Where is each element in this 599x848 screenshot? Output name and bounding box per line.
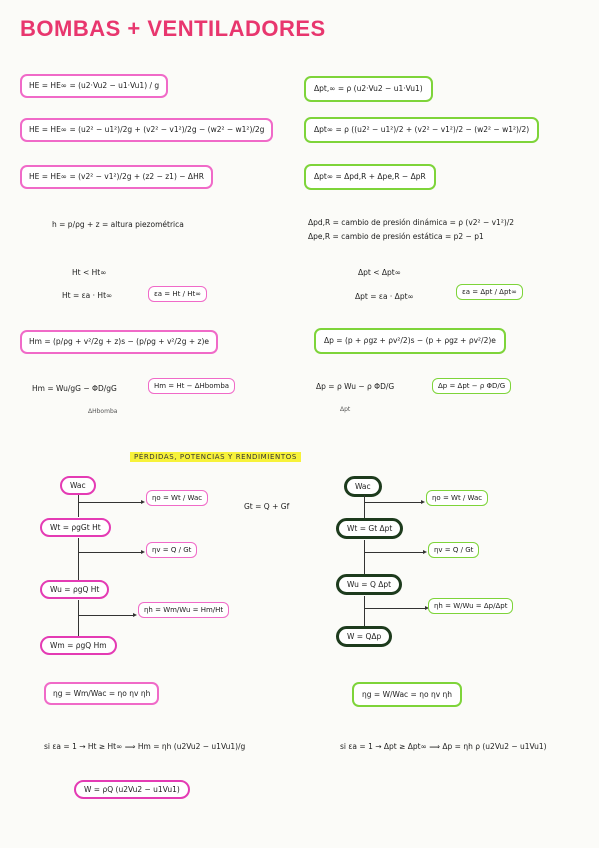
right-eq-components: Δpt∞ = ρ ((u2² − u1²)/2 + (v2² − v1²)/2 − (w2² − w1²)/2): [314, 125, 530, 134]
left-r2: ηv = Q / Gt: [152, 546, 192, 554]
left-eq-hm-box: [20, 330, 218, 354]
left-node-wt: [40, 518, 111, 537]
left-power: W = ρQ (u2Vu2 − u1Vu1): [84, 785, 180, 794]
right-eq-static: Δpe,R = cambio de presión estática = p2 − p1: [308, 232, 484, 241]
left-node-wm-label: Wm = ρgQ Hm: [50, 641, 107, 650]
left-node-wu: [40, 580, 109, 599]
left-hm: Hm = Ht − ΔHbomba: [154, 382, 230, 390]
right-ea: εa = Δpt / Δpt∞: [462, 288, 517, 296]
left-eq-euler: HE = HE∞ = (u2·Vu2 − u1·Vu1) / g: [29, 81, 160, 90]
right-r2: ηv = Q / Gt: [434, 546, 474, 554]
left-node-wm: [40, 636, 117, 655]
right-node-wac: [344, 476, 382, 497]
left-r3-box: [138, 602, 229, 618]
right-eq-pressure-box: [304, 164, 436, 190]
left-total: ηg = Wm/Wac = ηo ηv ηh: [53, 689, 151, 698]
right-node-wu: [336, 574, 402, 595]
left-eq-energy: HE = HE∞ = (v2² − v1²)/2g + (z2 − z1) − ΔHR: [29, 172, 204, 181]
right-node-w-label: W = QΔp: [347, 632, 382, 641]
left-eq-hm: Hm = (p/ρg + v²/2g + z)s − (p/ρg + v²/2g + z)e: [29, 337, 209, 346]
right-eq-pt-ea: Δpt = εa · Δpt∞: [355, 292, 414, 301]
left-node-wu-label: Wu = ρgQ Ht: [50, 585, 100, 594]
left-power-box: [74, 780, 190, 799]
left-r2-box: [146, 542, 197, 558]
right-node-w: [336, 626, 392, 647]
right-total: ηg = W/Wac = ηo ηv ηh: [362, 690, 453, 699]
right-r1: ηo = Wt / Wac: [432, 494, 483, 502]
left-node-wac: [60, 476, 96, 495]
left-total-box: [44, 682, 159, 705]
right-r2-box: [428, 542, 479, 558]
left-note: si εa = 1 → Ht ≥ Ht∞ ⟹ Hm = ηh (u2Vu2 − u1Vu1)/g: [44, 742, 246, 751]
left-gt: Gt = Q + Gf: [244, 502, 290, 511]
left-r1: ηo = Wt / Wac: [152, 494, 203, 502]
left-r3: ηh = Wm/Wu = Hm/Ht: [144, 606, 224, 614]
left-node-wt-label: Wt = ρgGt Ht: [50, 523, 101, 532]
left-eq-components: HE = HE∞ = (u2² − u1²)/2g + (v2² − v1²)/2g − (w2² − w1²)/2g: [29, 125, 265, 134]
right-r3: ηh = W/Wu = Δp/Δpt: [434, 602, 508, 610]
right-eq-dp-loss: Δp = ρ Wu − ρ ΦD/G: [316, 382, 395, 391]
right-node-wac-label: Wac: [355, 482, 371, 491]
left-eq-ht-ea: Ht = εa · Ht∞: [62, 291, 113, 300]
left-eq-ht-less: Ht < Ht∞: [72, 268, 107, 277]
left-node-wac-label: Wac: [70, 481, 86, 490]
right-eq-components-box: [304, 117, 539, 143]
right-node-wu-label: Wu = Q Δpt: [347, 580, 392, 589]
left-eq-hm-loss: Hm = Wu/gG − ΦD/gG: [32, 384, 117, 393]
left-eq-components-box: [20, 118, 273, 142]
right-r1-box: [426, 490, 488, 506]
right-ea-box: [456, 284, 523, 300]
right-dp-note: Δpt: [340, 406, 351, 413]
right-eq-pt-less: Δpt < Δpt∞: [358, 268, 401, 277]
right-dp: Δp = Δpt − ρ ΦD/G: [438, 382, 506, 390]
right-eq-dp-box: [314, 328, 506, 354]
right-dp-box: [432, 378, 511, 394]
section-title: PÉRDIDAS, POTENCIAS Y RENDIMIENTOS: [130, 452, 301, 462]
right-node-wt: [336, 518, 403, 539]
right-node-wt-label: Wt = Gt Δpt: [347, 524, 393, 533]
left-r1-box: [146, 490, 208, 506]
left-eq-euler-box: [20, 74, 168, 98]
right-eq-dp: Δp = (p + ρgz + ρv²/2)s − (p + ρgz + ρv²/2)e: [324, 336, 496, 345]
right-r3-box: [428, 598, 513, 614]
left-eq-piezometric: h = p/ρg + z = altura piezométrica: [52, 220, 184, 229]
left-hm-box: [148, 378, 235, 394]
left-ea: εa = Ht / Ht∞: [154, 290, 202, 298]
right-eq-dynamic: Δpd,R = cambio de presión dinámica = ρ (v2² − v1²)/2: [308, 218, 515, 227]
right-eq-euler-box: [304, 76, 433, 102]
right-eq-pressure: Δpt∞ = Δpd,R + Δpe,R − ΔpR: [314, 172, 426, 181]
right-total-box: [352, 682, 462, 707]
left-hm-note: ΔHbomba: [88, 408, 118, 415]
right-eq-euler: Δpt,∞ = ρ (u2·Vu2 − u1·Vu1): [314, 84, 423, 93]
page-title: BOMBAS + VENTILADORES: [20, 16, 326, 41]
left-ea-box: [148, 286, 207, 302]
left-eq-energy-box: [20, 165, 213, 189]
right-note: si εa = 1 → Δpt ≥ Δpt∞ ⟹ Δp = ηh ρ (u2Vu2 − u1Vu1): [340, 742, 547, 751]
